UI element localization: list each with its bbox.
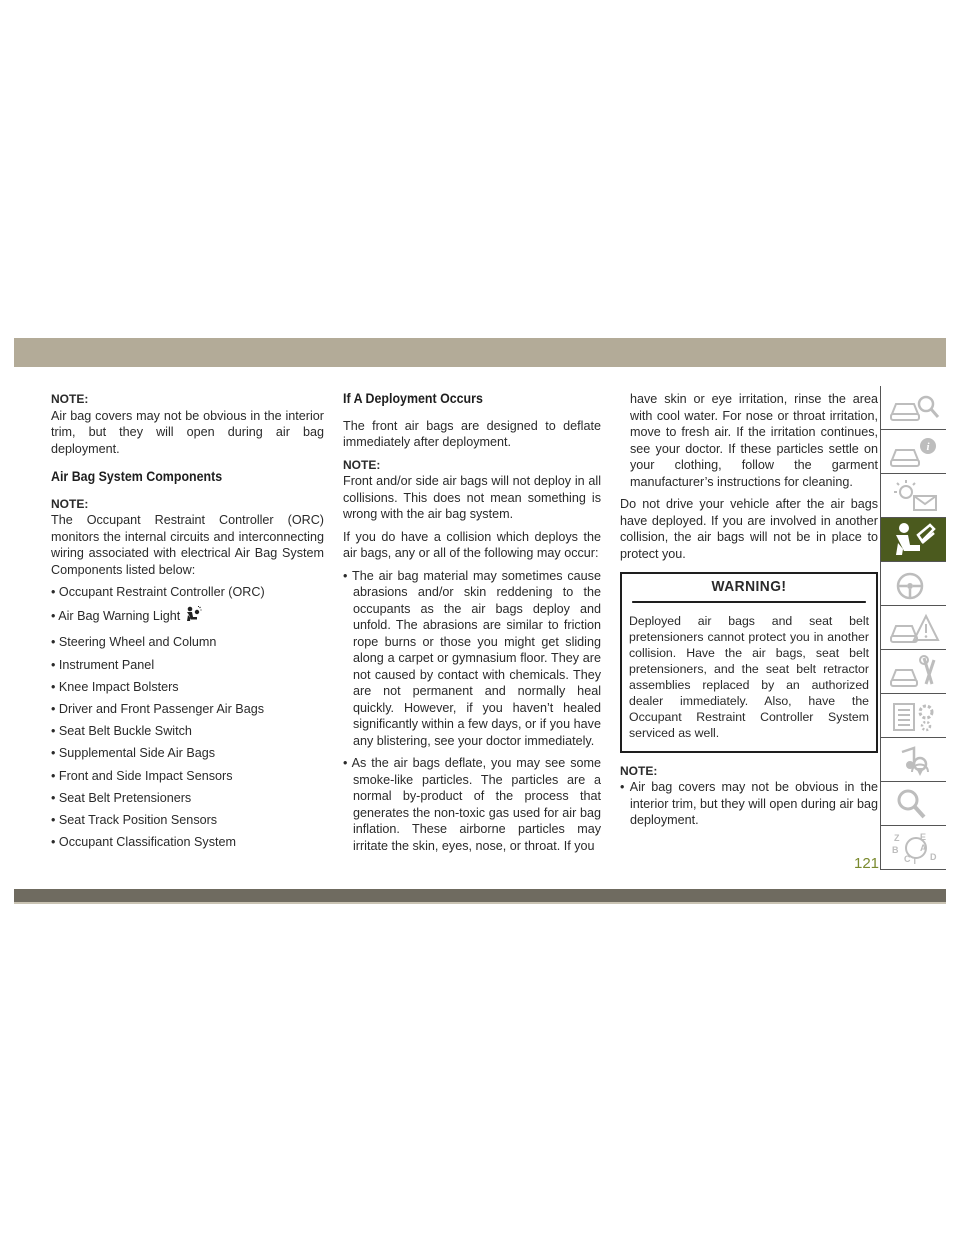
seat-airbag-icon	[888, 521, 940, 559]
svg-text:B: B	[891, 844, 898, 855]
tab-technical-specifications[interactable]	[880, 694, 946, 738]
column-middle	[343, 391, 601, 860]
list-item: • Supplemental Side Air Bags	[51, 746, 216, 761]
note-label: NOTE:	[343, 457, 381, 472]
list-item: • As the air bags deflate, you may see some smoke-like particles. The particles are a normal by-product of the process that generates the non-toxic gas used for air bag inflation. These airborne particles may irritate the skin, eyes, nose, or throat. If you	[343, 756, 601, 853]
chapter-tabs	[880, 386, 946, 870]
warning-box	[620, 572, 878, 753]
tab-warning-lights[interactable]	[880, 474, 946, 518]
list-item: • Instrument Panel	[51, 657, 155, 672]
note-list	[620, 779, 878, 829]
note-label: NOTE:	[51, 496, 89, 511]
footer-band-highlight	[14, 902, 946, 904]
list-item: • Seat Belt Pretensioners	[51, 790, 192, 805]
svg-text:C: C	[903, 853, 910, 864]
warning-title: WARNING!	[632, 574, 866, 603]
list-item: • Occupant Classification System	[51, 835, 236, 850]
paragraph: The front air bags are designed to deflate immediately after deployment.	[343, 418, 601, 449]
tab-multimedia[interactable]	[880, 738, 946, 782]
footer-band	[14, 889, 946, 902]
tab-getting-to-know-dash[interactable]	[880, 430, 946, 474]
svg-text:Z: Z	[893, 832, 899, 843]
deployment-effects-list	[343, 568, 601, 855]
svg-text:i: i	[925, 440, 930, 453]
tab-safety[interactable]	[880, 518, 946, 562]
section-heading-deployment: If A Deployment Occurs	[343, 391, 483, 406]
list-item: • Driver and Front Passenger Air Bags	[51, 701, 264, 716]
tab-getting-to-know-vehicle[interactable]	[880, 386, 946, 430]
note-text: Front and/or side air bags will not deploy in all collisions. This does not mean something is wrong with the air bag system.	[343, 474, 601, 521]
airbag-warning-light-icon	[184, 606, 202, 629]
car-info-icon	[888, 434, 940, 470]
car-hazard-icon	[888, 610, 940, 646]
alphabet-index-icon	[888, 830, 940, 866]
note-label: NOTE:	[620, 763, 658, 778]
car-service-icon	[888, 654, 940, 690]
steering-wheel-icon	[888, 566, 940, 602]
components-list	[51, 584, 324, 851]
music-navigation-icon	[888, 742, 940, 778]
svg-text:D: D	[929, 851, 936, 862]
header-band	[14, 338, 946, 367]
svg-text:A: A	[919, 842, 926, 853]
tab-starting-operating[interactable]	[880, 562, 946, 606]
tab-in-case-of-emergency[interactable]	[880, 606, 946, 650]
settings-list-icon	[888, 698, 940, 734]
search-icon	[888, 786, 940, 822]
list-item: • Seat Belt Buckle Switch	[51, 724, 192, 739]
note-text: Air bag covers may not be obvious in the interior trim, but they will open during air bag deployment.	[51, 408, 324, 456]
column-left	[51, 391, 324, 856]
list-item: • Seat Track Position Sensors	[51, 812, 218, 827]
list-item: • The air bag material may sometimes cause abrasions and/or skin reddening to the occupants as the air bags deploy and unfold. The abrasions are similar to friction rope burns or those you might get sliding along a carpet or gymnasium floor. They are not caused by contact with chemicals. They are not permanent and normally heal quickly. However, if you haven’t healed significantly within a few days, or if you have any blistering, see your doctor immediately.	[343, 568, 601, 748]
list-item: • Front and Side Impact Sensors	[51, 768, 233, 783]
tab-servicing-maintenance[interactable]	[880, 650, 946, 694]
tab-alphabetical-index[interactable]	[880, 826, 946, 870]
warning-light-message-icon	[888, 478, 940, 514]
page-number: 121	[854, 855, 880, 872]
column-right	[620, 391, 878, 835]
section-heading-components: Air Bag System Components	[51, 469, 223, 484]
list-item: • Air Bag Warning Light	[51, 606, 324, 629]
list-item: • Occupant Restraint Controller (ORC)	[51, 585, 265, 599]
paragraph: If you do have a collision which deploys the air bags, any or all of the following may occur:	[343, 529, 601, 560]
paragraph: Do not drive your vehicle after the air bags have deployed. If you are involved in another collision, the air bags will not be in place to protect you.	[620, 497, 878, 561]
svg-text:T: T	[911, 855, 917, 866]
list-item: • Air bag covers may not be obvious in the interior trim, but they will open during air bag deployment.	[620, 780, 878, 827]
car-search-icon	[888, 390, 940, 426]
list-item: • Steering Wheel and Column	[51, 635, 217, 650]
tab-index-search[interactable]	[880, 782, 946, 826]
note-text: The Occupant Restraint Controller (ORC) monitors the internal circuits and interconnecting wiring associated with electrical Air Bag System Components listed below:	[51, 513, 324, 577]
continued-bullet-text: have skin or eye irritation, rinse the area with cool water. For nose or throat irritation, move to fresh air. If the irritation continues, see your doctor. If these particles settle on your clothing, follow the garment manufacturer’s instructions for cleaning.	[630, 392, 878, 489]
svg-text:E: E	[919, 831, 926, 842]
warning-text: Deployed air bags and seat belt pretensioners cannot protect you in another collision. Have the air bags, seat belt pretensioners, and the seat belt retractor assemblies replaced by an authorized dealer immediately. Also, have the Occupant Restraint Controller System serviced as well.	[629, 613, 869, 740]
note-label: NOTE:	[51, 392, 89, 406]
list-item: • Knee Impact Bolsters	[51, 679, 179, 694]
